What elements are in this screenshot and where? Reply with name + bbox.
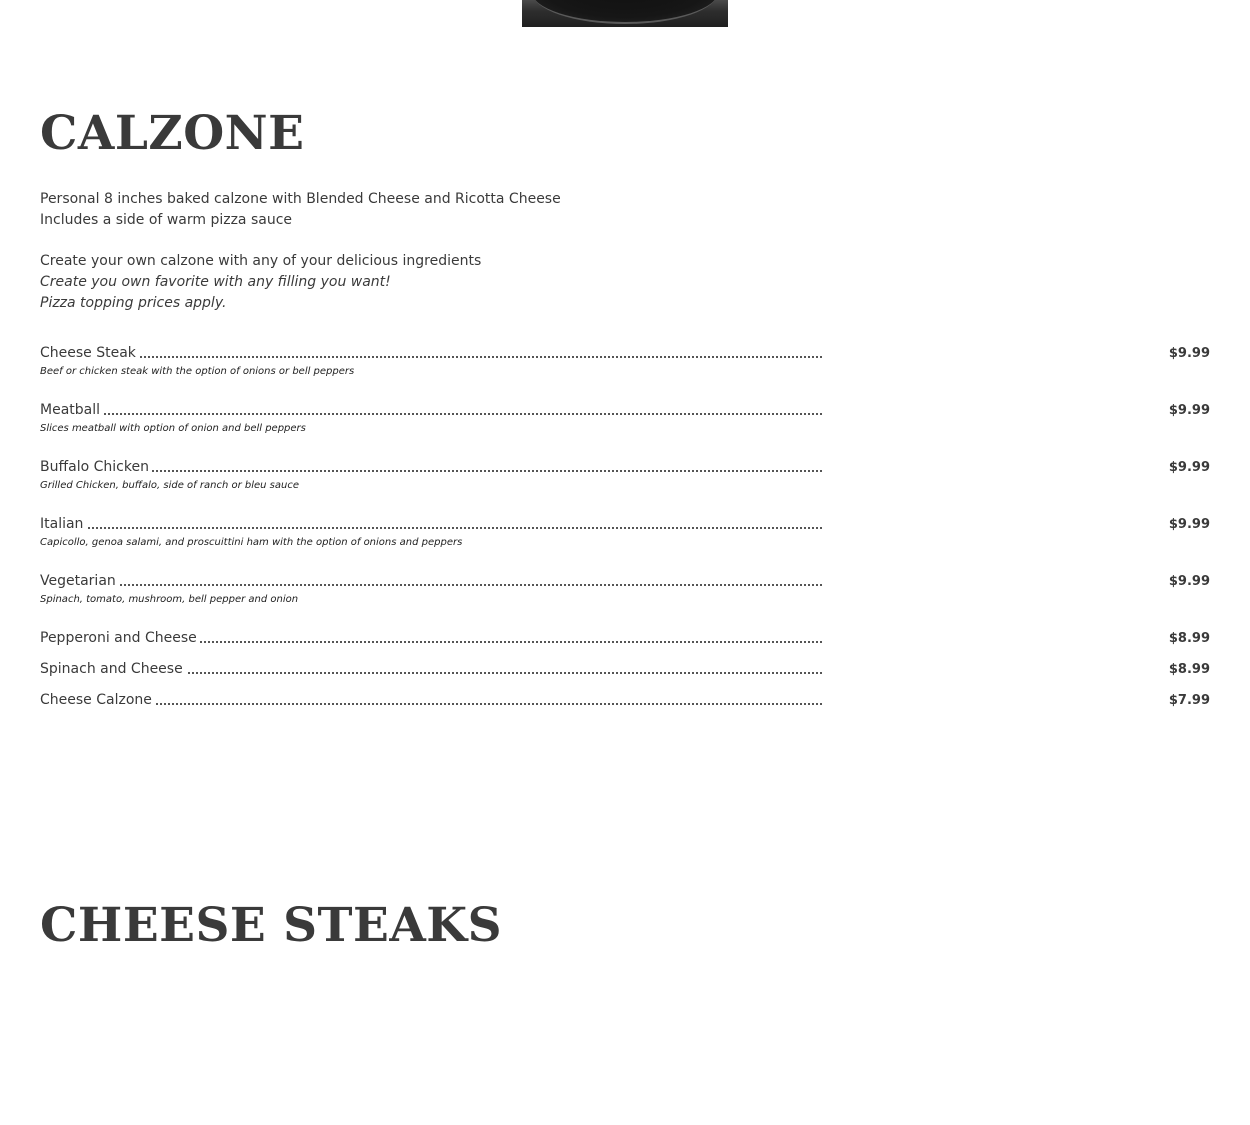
menu-item-row (40, 571, 1210, 592)
menu-item-row (40, 343, 1210, 364)
menu-item[interactable] (40, 690, 1210, 711)
menu-item-name: Vegetarian (40, 571, 119, 592)
cheese-steaks-section-title: CHEESE STEAKS (40, 898, 503, 953)
menu-item-description: Beef or chicken steak with the option of onions or bell peppers (40, 366, 355, 377)
intro-line-2: Includes a side of warm pizza sauce (40, 212, 292, 228)
food-photo-image (522, 0, 728, 27)
menu-item-description: Capicollo, genoa salami, and proscuittini ham with the option of onions and peppers (40, 537, 463, 548)
calzone-section-title: CALZONE (40, 106, 305, 161)
menu-item-row (40, 659, 1210, 680)
calzone-menu-list (40, 343, 1210, 721)
menu-item[interactable] (40, 659, 1210, 680)
dot-leader (40, 527, 822, 529)
plate-graphic (532, 0, 718, 24)
menu-item-name: Italian (40, 514, 86, 535)
menu-item[interactable] (40, 400, 1210, 437)
dot-leader (40, 470, 822, 472)
menu-item-name: Buffalo Chicken (40, 457, 152, 478)
menu-item-row (40, 400, 1210, 421)
menu-item-row (40, 690, 1210, 711)
menu-item-price: $9.99 (1168, 517, 1210, 532)
dot-leader (40, 356, 822, 358)
menu-item-price: $8.99 (1168, 631, 1210, 646)
menu-item[interactable] (40, 628, 1210, 649)
menu-item[interactable] (40, 457, 1210, 494)
menu-item[interactable] (40, 571, 1210, 608)
menu-item[interactable] (40, 514, 1210, 551)
menu-item-price: $9.99 (1168, 403, 1210, 418)
menu-item-row (40, 514, 1210, 535)
intro-line-4: Create you own favorite with any filling you want! (40, 274, 391, 290)
menu-item-name: Meatball (40, 400, 103, 421)
menu-item-price: $9.99 (1168, 460, 1210, 475)
menu-item-name: Cheese Steak (40, 343, 139, 364)
intro-line-3: Create your own calzone with any of your delicious ingredients (40, 253, 482, 269)
intro-spacer (40, 231, 561, 251)
intro-line-1: Personal 8 inches baked calzone with Blended Cheese and Ricotta Cheese (40, 191, 561, 207)
calzone-intro (40, 189, 561, 314)
dot-leader (40, 703, 822, 705)
dot-leader (40, 584, 822, 586)
menu-item-price: $9.99 (1168, 346, 1210, 361)
menu-item-name: Pepperoni and Cheese (40, 628, 200, 649)
menu-item-row (40, 628, 1210, 649)
menu-item-price: $7.99 (1168, 693, 1210, 708)
menu-item-description: Grilled Chicken, buffalo, side of ranch or bleu sauce (40, 480, 299, 491)
menu-item-name: Spinach and Cheese (40, 659, 186, 680)
menu-item-description: Spinach, tomato, mushroom, bell pepper and onion (40, 594, 299, 605)
menu-item-description: Slices meatball with option of onion and bell peppers (40, 423, 306, 434)
menu-item-name: Cheese Calzone (40, 690, 155, 711)
menu-item-price: $9.99 (1168, 574, 1210, 589)
menu-item-row (40, 457, 1210, 478)
intro-line-5: Pizza topping prices apply. (40, 295, 227, 311)
dot-leader (40, 413, 822, 415)
menu-item-price: $8.99 (1168, 662, 1210, 677)
menu-item[interactable] (40, 343, 1210, 380)
